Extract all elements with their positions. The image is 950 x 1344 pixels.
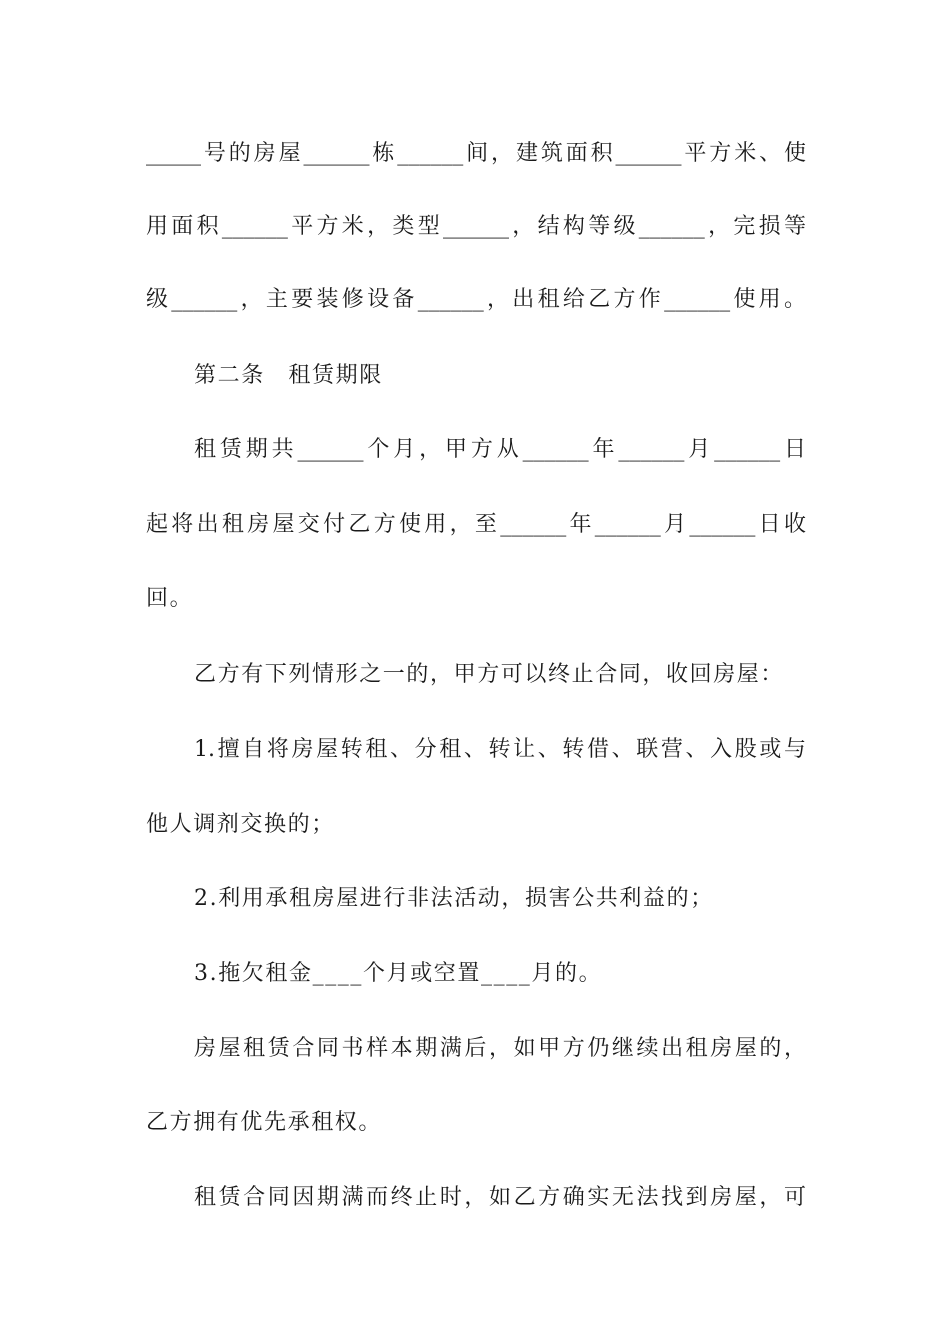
- document-line-6: 起将出租房屋交付乙方使用，至______年______月______日收: [146, 512, 806, 537]
- document-line-5: 租赁期共______个月，甲方从______年______月______日: [194, 437, 806, 462]
- document-line-13: 房屋租赁合同书样本期满后，如甲方仍继续出租房屋的，: [194, 1036, 806, 1061]
- document-line-14: 乙方拥有优先承租权。: [146, 1110, 383, 1135]
- document-line-1: _____号的房屋______栋______间，建筑面积______平方米、使: [146, 141, 806, 166]
- document-line-3: 级______，主要装修设备______，出租给乙方作______使用。: [146, 287, 806, 312]
- list-item-2: 2.利用承租房屋进行非法活动，损害公共利益的；: [194, 886, 714, 911]
- article-heading: 第二条 租赁期限: [194, 363, 383, 388]
- list-item-1-line-2: 他人调剂交换的；: [146, 812, 335, 837]
- document-line-7: 回。: [146, 586, 194, 611]
- document-line-2: 用面积______平方米，类型______，结构等级______，完损等: [146, 214, 806, 239]
- document-line-15: 租赁合同因期满而终止时，如乙方确实无法找到房屋，可: [194, 1185, 806, 1210]
- list-item-3: 3.拖欠租金____个月或空置____月的。: [194, 961, 603, 986]
- document-line-8: 乙方有下列情形之一的，甲方可以终止合同，收回房屋：: [194, 662, 785, 687]
- list-item-1-line-1: 1.擅自将房屋转租、分租、转让、转借、联营、入股或与: [194, 737, 806, 762]
